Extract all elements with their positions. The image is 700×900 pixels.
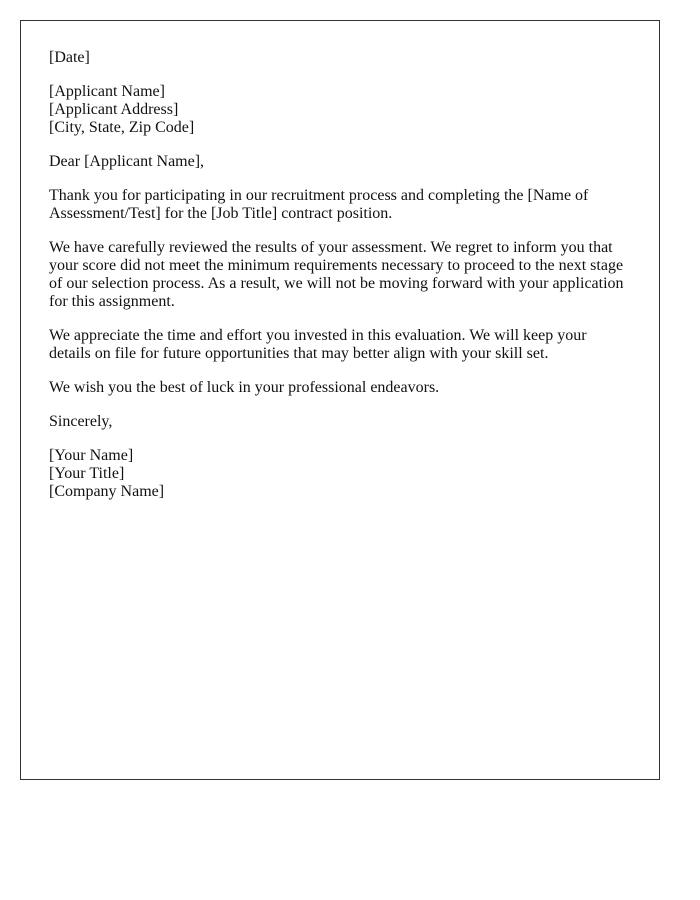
recipient-address-block [49, 83, 631, 137]
recipient-city-state-zip: [City, State, Zip Code] [49, 119, 195, 136]
letter-date: [Date] [49, 49, 90, 66]
body-paragraph-wishes: We wish you the best of luck in your professional endeavors. [49, 379, 440, 396]
body-paragraph-appreciation: We appreciate the time and effort you invested in this evaluation. We will keep your details on file for future opportunities that may better align with your skill set. [49, 327, 587, 362]
body-paragraph-intro: Thank you for participating in our recruitment process and completing the [Name of Assessment/Test] for the [Job Title] contract position. [49, 187, 589, 222]
closing: Sincerely, [49, 413, 113, 430]
signer-title: [Your Title] [49, 465, 125, 482]
signer-name: [Your Name] [49, 447, 134, 464]
salutation: Dear [Applicant Name], [49, 153, 205, 170]
recipient-address: [Applicant Address] [49, 101, 179, 118]
company-name: [Company Name] [49, 483, 165, 500]
recipient-name: [Applicant Name] [49, 83, 165, 100]
letter-document [20, 20, 660, 780]
body-paragraph-result: We have carefully reviewed the results of your assessment. We regret to inform you that your score did not meet the minimum requirements necessary to proceed to the next stage of our selection process. As a result, we will not be moving forward with your application for this assignment. [49, 239, 624, 310]
signature-block [49, 447, 631, 501]
